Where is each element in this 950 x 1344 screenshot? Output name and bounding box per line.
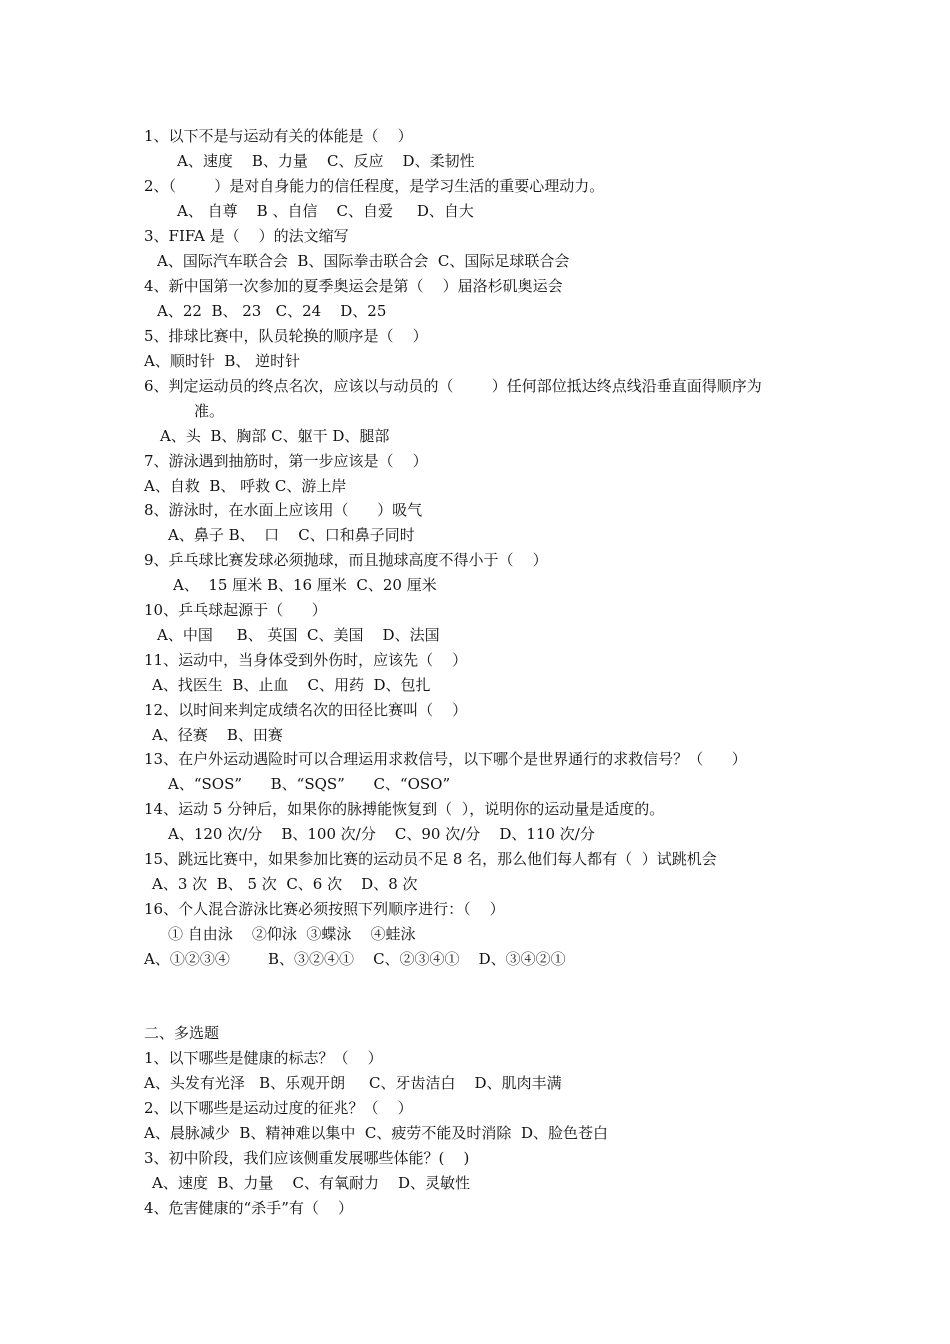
options-6: A、头 B、胸部 C、躯干 D、腿部 [160,427,390,445]
multi-question-1: 1、以下哪些是健康的标志？（ ） [144,1049,383,1067]
question-12: 12、以时间来判定成绩名次的田径比赛叫（ ） [144,701,468,719]
question-10: 10、乒乓球起源于（ ） [144,601,327,619]
options-16: A、①②③④ B、③②④① C、②③④① D、③④②① [144,950,566,968]
options-2: A、 自尊 B 、自信 C、自爱 D、自大 [177,202,474,220]
options-11: A、找医生 B、止血 C、用药 D、包扎 [152,676,431,694]
question-3: 3、FIFA 是（ ）的法文缩写 [144,227,349,245]
question-13: 13、在户外运动遇险时可以合理运用求救信号，以下哪个是世界通行的求救信号？（ ） [144,750,747,768]
options-14: A、120 次/分 B、100 次/分 C、90 次/分 D、110 次/分 [168,825,595,843]
question-5: 5、排球比赛中，队员轮换的顺序是（ ） [144,327,428,345]
question-6-continued: 准。 [194,402,225,420]
question-15: 15、跳远比赛中，如果参加比赛的运动员不足 8 名，那么他们每人都有（ ）试跳机会 [144,850,717,868]
question-8: 8、游泳时，在水面上应该用（ ）吸气 [144,501,423,519]
multi-question-4: 4、危害健康的“杀手”有（ ） [144,1199,353,1217]
question-16: 16、个人混合游泳比赛必须按照下列顺序进行：（ ） [144,900,505,918]
options-13: A、“SOS” B、“SQS” C、“OSO” [168,775,451,793]
question-1: 1、以下不是与运动有关的体能是（ ） [144,127,413,145]
options-3: A、国际汽车联合会 B、国际拳击联合会 C、国际足球联合会 [157,252,570,270]
options-9: A、 15 厘米 B、16 厘米 C、20 厘米 [173,576,437,594]
multi-options-2: A、晨脉减少 B、精神难以集中 C、疲劳不能及时消除 D、脸色苍白 [144,1124,608,1142]
options-7: A、自救 B、 呼救 C、游上岸 [144,477,347,495]
options-10: A、中国 B、 英国 C、美国 D、法国 [157,626,440,644]
multi-options-3: A、速度 B、力量 C、有氧耐力 D、灵敏性 [152,1174,471,1192]
question-14: 14、运动 5 分钟后，如果你的脉搏能恢复到（ ），说明你的运动量是适度的。 [144,800,665,818]
options-1: A、速度 B、力量 C、反应 D、柔韧性 [177,152,475,170]
options-16-items: ① 自由泳 ②仰泳 ③蝶泳 ④蛙泳 [168,925,416,943]
options-8: A、鼻子 B、 口 C、口和鼻子同时 [168,526,415,544]
question-11: 11、运动中，当身体受到外伤时，应该先（ ） [144,651,468,669]
question-7: 7、游泳遇到抽筋时，第一步应该是（ ） [144,452,428,470]
multi-question-3: 3、初中阶段，我们应该侧重发展哪些体能？( ) [144,1149,470,1167]
section-heading-multi-choice: 二、多选题 [144,1024,220,1042]
options-12: A、径赛 B、田赛 [152,726,283,744]
question-6: 6、判定运动员的终点名次，应该以与动员的（ ）任何部位抵达终点线沿垂直面得顺序为 [144,377,762,395]
multi-options-1: A、头发有光泽 B、乐观开朗 C、牙齿洁白 D、肌肉丰满 [144,1074,562,1092]
question-9: 9、乒乓球比赛发球必须抛球，而且抛球高度不得小于（ ） [144,551,548,569]
question-4: 4、新中国第一次参加的夏季奥运会是第（ ）届洛杉矶奥运会 [144,277,563,295]
options-4: A、22 B、 23 C、24 D、25 [157,302,387,320]
question-2: 2、（ ）是对自身能力的信任程度，是学习生活的重要心理动力。 [144,177,605,195]
options-5: A、顺时针 B、 逆时针 [144,352,301,370]
options-15: A、3 次 B、 5 次 C、6 次 D、8 次 [152,875,418,893]
multi-question-2: 2、以下哪些是运动过度的征兆？（ ） [144,1099,413,1117]
